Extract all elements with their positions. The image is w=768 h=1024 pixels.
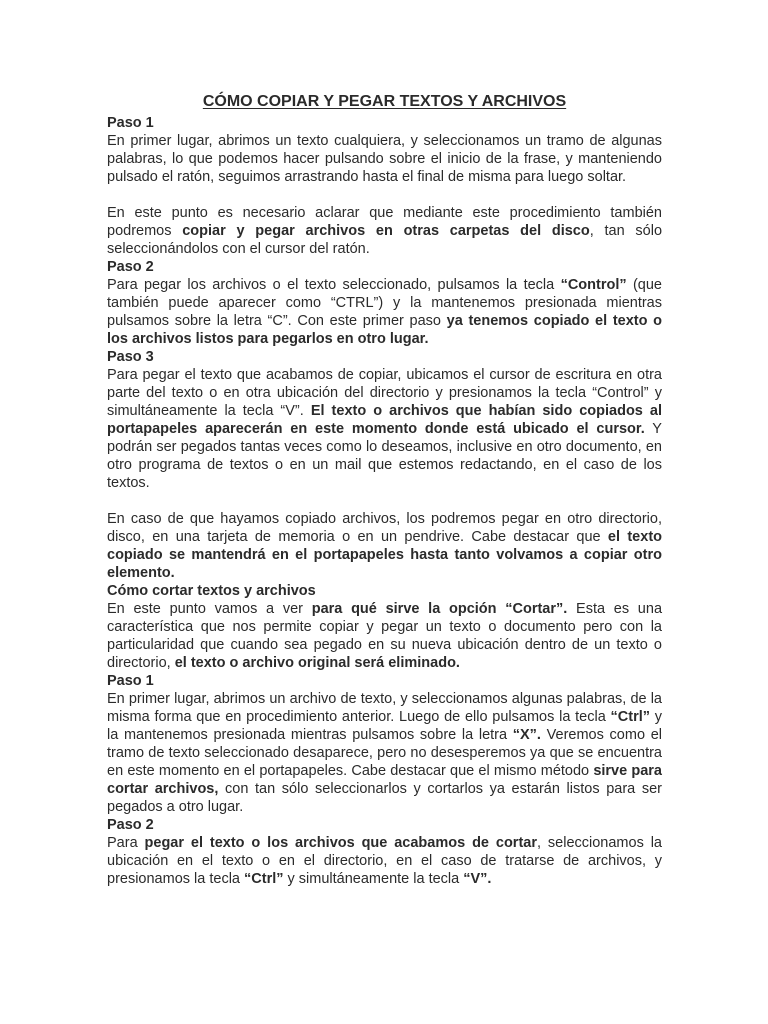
body-paragraph <box>107 600 662 672</box>
bold-text: “Ctrl” <box>244 871 284 887</box>
section-heading: Paso 3 <box>107 349 154 365</box>
body-paragraph <box>107 510 662 582</box>
body-paragraph <box>107 132 662 186</box>
body-paragraph <box>107 834 662 888</box>
bold-text: pegar el texto o los archivos que acabamos de cortar <box>144 835 537 851</box>
text-run: Esta es una característica que nos permite copiar y pegar un texto o documento pero con la particularidad que cuando sea pegado en su nueva ubicación dentro de un texto o directorio, <box>107 601 663 671</box>
text-run: y la mantenemos presionada mientras pulsamos sobre la letra <box>107 709 662 743</box>
text-run: En este punto es necesario aclarar que mediante este procedimiento también podremos <box>107 205 662 239</box>
body-paragraph <box>107 366 662 492</box>
section-heading: Paso 2 <box>107 817 154 833</box>
body-paragraph <box>107 276 662 348</box>
body-paragraph <box>107 690 662 816</box>
text-run: Veremos como el tramo de texto seleccionado desaparece, pero no desesperemos ya que se encuentra en este momento en el portapapeles. Cabe destacar que el mismo método <box>107 727 662 779</box>
bold-text: para qué sirve la opción “Cortar”. <box>311 601 568 617</box>
bold-text: el texto copiado se mantendrá en el portapapeles hasta tanto volvamos a copiar otro elemento. <box>107 529 662 581</box>
text-run: En este punto vamos a ver <box>107 601 312 617</box>
bold-text: “Control” <box>560 277 627 293</box>
bold-text: ya tenemos copiado el texto o los archivos listos para pegarlos en otro lugar. <box>107 313 662 347</box>
text-run: y simultáneamente la tecla <box>283 871 464 887</box>
document-body <box>107 114 662 888</box>
paragraph-spacer <box>107 492 662 510</box>
section-heading: Paso 1 <box>107 115 154 131</box>
section-heading: Cómo cortar textos y archivos <box>107 583 316 599</box>
text-run: Y podrán ser pegados tantas veces como lo deseamos, inclusive en otro documento, en otro programa de textos o en un mail que estemos redactando, en el caso de los textos. <box>107 421 662 491</box>
text-run: En caso de que hayamos copiado archivos, los podremos pegar en otro directorio, disco, en una tarjeta de memoria o en un pendrive. Cabe destacar que <box>107 511 662 545</box>
bold-text: copiar y pegar archivos en otras carpetas del disco <box>182 223 590 239</box>
text-run: , tan sólo seleccionándolos con el cursor del ratón. <box>107 223 663 257</box>
text-run: Para pegar los archivos o el texto seleccionado, pulsamos la tecla <box>107 277 561 293</box>
text-run: En primer lugar, abrimos un archivo de texto, y seleccionamos algunas palabras, de la misma forma que en procedimiento anterior. Luego de ello pulsamos la tecla <box>107 691 662 725</box>
text-run: con tan sólo seleccionarlos y cortarlos ya estarán listos para ser pegados a otro lugar. <box>107 781 662 815</box>
section-heading: Paso 2 <box>107 259 154 275</box>
text-run: (que también puede aparecer como “CTRL”) y la mantenemos presionada mientras pulsamos sobre la letra “C”. Con este primer paso <box>107 277 663 329</box>
bold-text: “Ctrl” <box>610 709 650 725</box>
text-run: En primer lugar, abrimos un texto cualquiera, y seleccionamos un tramo de algunas palabras, lo que podemos hacer pulsando sobre el inicio de la frase, y manteniendo pulsado el ratón, seguimos arrastrando hasta el final de misma para luego soltar. <box>107 133 662 185</box>
section-heading: Paso 1 <box>107 673 154 689</box>
bold-text: El texto o archivos que habían sido copiados al portapapeles aparecerán en este momento donde está ubicado el cursor. <box>107 403 662 437</box>
bold-text: “X”. <box>512 727 541 743</box>
paragraph-spacer <box>107 186 662 204</box>
document-title: CÓMO COPIAR Y PEGAR TEXTOS Y ARCHIVOS <box>202 93 567 110</box>
bold-text: el texto o archivo original será eliminado. <box>174 655 460 671</box>
bold-text: sirve para cortar archivos, <box>107 763 662 797</box>
text-run: Para <box>107 835 145 851</box>
bold-text: “V”. <box>463 871 492 887</box>
body-paragraph <box>107 204 662 258</box>
text-run: Para pegar el texto que acabamos de copiar, ubicamos el cursor de escritura en otra parte del texto o en otra ubicación del directorio y presionamos la tecla “Control” y simultáneamente la tecla “V”. <box>107 367 662 419</box>
text-run: , seleccionamos la ubicación en el texto o en el directorio, en el caso de tratarse de archivos, y presionamos la tecla <box>107 835 662 887</box>
